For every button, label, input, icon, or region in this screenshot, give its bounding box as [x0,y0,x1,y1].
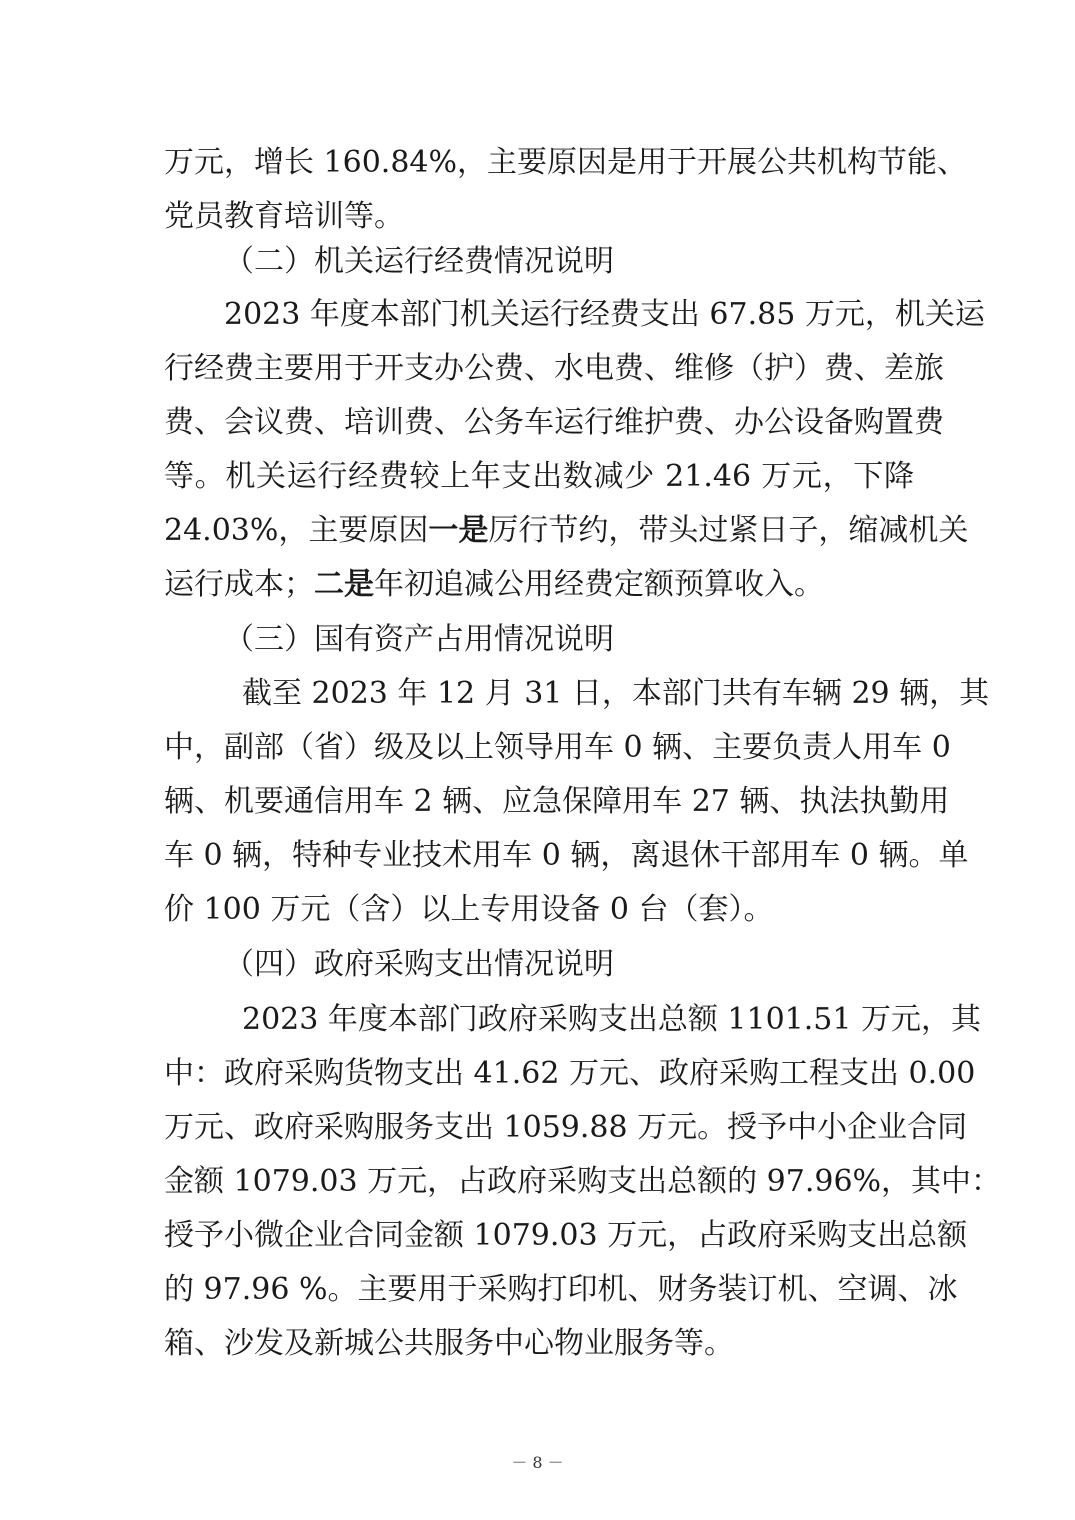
paragraph-line: 箱、沙发及新城公共服务中心物业服务等。 [164,1326,734,1361]
text-segment: 运行成本； [164,567,314,602]
paragraph-line: 中：政府采购货物支出 41.62 万元、政府采购工程支出 0.00 [164,1056,976,1091]
text-segment: 厉行节约，带头过紧日子，缩减机关 [488,513,969,548]
emphasis-text: 一是 [428,513,489,548]
paragraph-line: 的 97.96 %。主要用于采购打印机、财务装订机、空调、冰 [164,1272,958,1307]
paragraph-line: 价 100 万元（含）以上专用设备 0 台（套）。 [164,892,774,927]
text-segment: 年初追减公用经费定额预算收入。 [374,567,824,602]
paragraph-line [164,558,824,612]
paragraph-line: 中，副部（省）级及以上领导用车 0 辆、主要负责人用车 0 [164,730,951,765]
section-heading: （二）机关运行经费情况说明 [224,244,614,279]
section-heading: （四）政府采购支出情况说明 [224,947,614,982]
paragraph-line: 党员教育培训等。 [164,199,404,234]
paragraph-line: 2023 年度本部门政府采购支出总额 1101.51 万元，其 [242,1002,982,1037]
paragraph-line: 等。机关运行经费较上年支出数减少 21.46 万元，下降 [164,459,914,494]
paragraph-line: 2023 年度本部门机关运行经费支出 67.85 万元，机关运 [224,297,985,332]
paragraph-line: 截至 2023 年 12 月 31 日，本部门共有车辆 29 辆，其 [242,676,990,711]
paragraph-line: 行经费主要用于开支办公费、水电费、维修（护）费、差旅 [164,351,944,386]
paragraph-line: 授予小微企业合同金额 1079.03 万元，占政府采购支出总额 [164,1218,968,1253]
text-segment: 24.03%，主要原因 [164,513,429,548]
paragraph-line [164,504,969,558]
paragraph-line: 辆、机要通信用车 2 辆、应急保障用车 27 辆、执法执勤用 [164,784,950,819]
paragraph-line: 车 0 辆，特种专业技术用车 0 辆，离退休干部用车 0 辆。单 [164,838,969,873]
paragraph-line: 金额 1079.03 万元，占政府采购支出总额的 97.96%，其中： [164,1164,1002,1199]
paragraph-line: 费、会议费、培训费、公务车运行维护费、办公设备购置费 [164,405,944,440]
paragraph-line: 万元，增长 160.84%，主要原因是用于开展公共机构节能、 [164,145,968,180]
section-heading: （三）国有资产占用情况说明 [224,622,614,657]
page-number: － 8 － [511,1453,564,1472]
emphasis-text: 二是 [314,567,374,602]
paragraph-line: 万元、政府采购服务支出 1059.88 万元。授予中小企业合同 [164,1110,968,1145]
